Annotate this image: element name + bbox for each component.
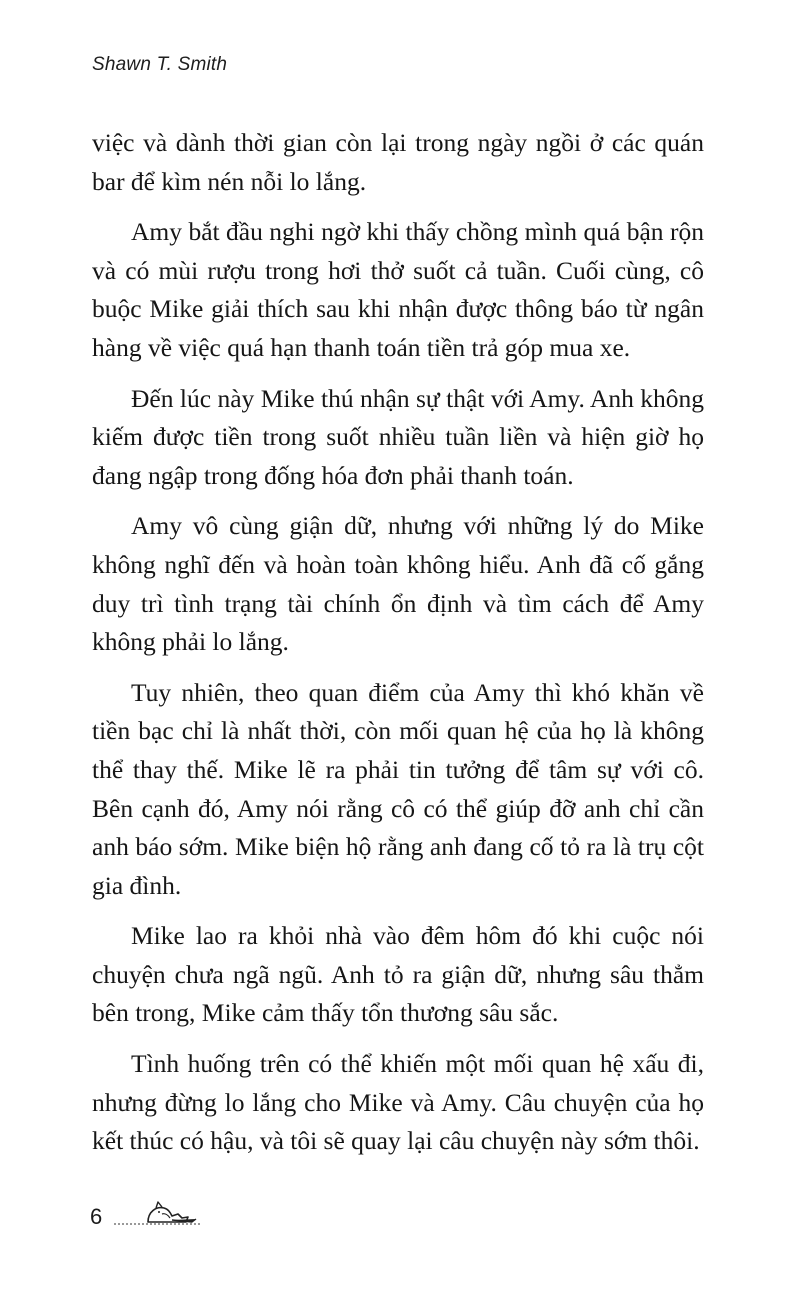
paragraph-7: Tình huống trên có thể khiến một mối quan hệ xấu đi, nhưng đừng lo lắng cho Mike và Amy. Câu chuyện của họ kết thúc có hậu, và tôi sẽ quay lại câu chuyện này sớm thôi. [92,1049,704,1156]
body-text [92,124,704,1173]
paragraph-3: Đến lúc này Mike thú nhận sự thật với Amy. Anh không kiếm được tiền trong suốt nhiều tuần liền và hiện giờ họ đang ngập trong đống hóa đơn phải thanh toán. [92,383,704,490]
running-header-author: Shawn T. Smith [92,54,228,75]
page-number: 6 [90,1204,103,1229]
cat-ornament-icon [112,1198,202,1228]
paragraph-6: Mike lao ra khỏi nhà vào đêm hôm đó khi cuộc nói chuyện chưa ngã ngũ. Anh tỏ ra giận dữ, nhưng sâu thẳm bên trong, Mike cảm thấy tổn thương sâu sắc. [92,921,704,1028]
paragraph-2: Amy bắt đầu nghi ngờ khi thấy chồng mình quá bận rộn và có mùi rượu trong hơi thở suốt cả tuần. Cuối cùng, cô buộc Mike giải thích sau khi nhận được thông báo từ ngân hàng về việc quá hạn thanh toán tiền trả góp mua xe. [92,217,704,362]
paragraph-4: Amy vô cùng giận dữ, nhưng với những lý do Mike không nghĩ đến và hoàn toàn không hiểu. Anh đã cố gắng duy trì tình trạng tài chính ổn định và tìm cách để Amy không phải lo lắng. [92,511,704,657]
page-footer [90,1198,202,1228]
paragraph-5: Tuy nhiên, theo quan điểm của Amy thì khó khăn về tiền bạc chỉ là nhất thời, còn mối quan hệ của họ là không thể thay thế. Mike lẽ ra phải tin tưởng để tâm sự với cô. Bên cạnh đó, Amy nói rằng cô có thể giúp đỡ anh chỉ cần anh báo sớm. Mike biện hộ rằng anh đang cố tỏ ra là trụ cột gia đình. [92,677,704,900]
paragraph-1: việc và dành thời gian còn lại trong ngày ngồi ở các quán bar để kìm nén nỗi lo lắng. [92,128,704,196]
